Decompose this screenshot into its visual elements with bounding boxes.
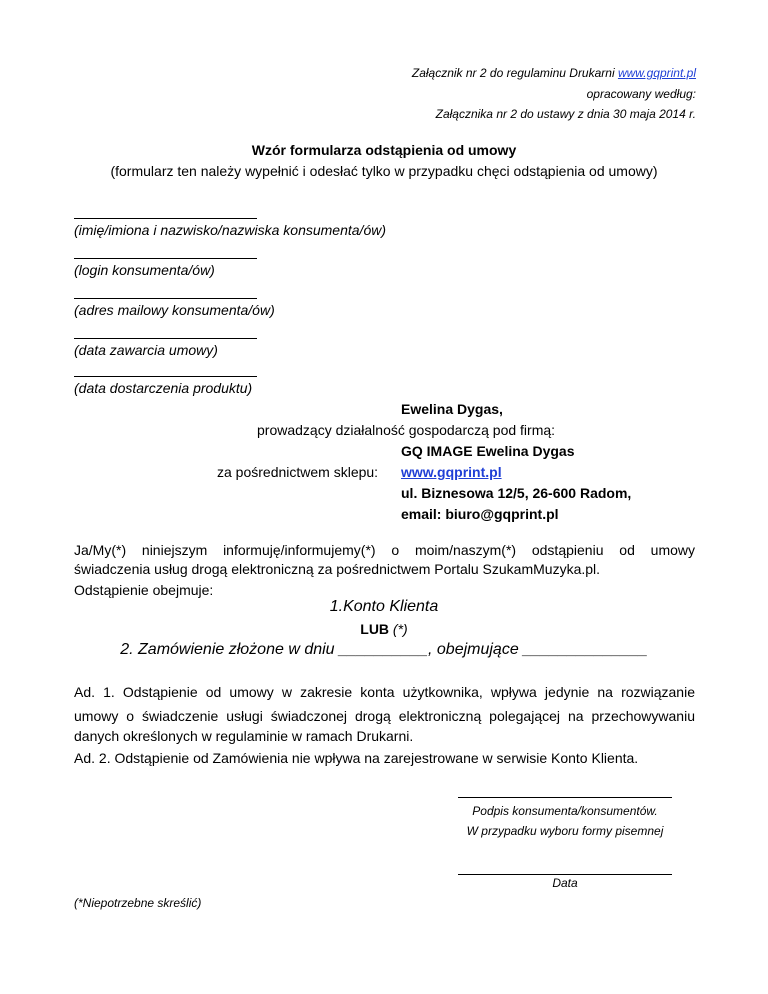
field-label-delivery-date: (data dostarczenia produktu) (74, 380, 253, 396)
option-or (0, 621, 768, 637)
recipient-name: Ewelina Dygas, (401, 401, 503, 417)
note-ad1-line-2: umowy o świadczenie usługi świadczonej drogą elektroniczną polegającej na przechowywaniu (74, 708, 695, 724)
note-ad1-line-1: Ad. 1. Odstąpienie od umowy w zakresie konta użytkownika, wpływa jedynie na rozwiązanie (74, 684, 695, 700)
or-note: (*) (389, 621, 408, 637)
footnote: (*Niepotrzebne skreślić) (74, 896, 202, 910)
field-label-name: (imię/imiona i nazwisko/nazwiska konsumenta/ów) (74, 222, 387, 238)
field-line-login[interactable] (74, 258, 257, 259)
field-label-login: (login konsumenta/ów) (74, 262, 215, 278)
shop-website-link[interactable]: www.gqprint.pl (401, 464, 502, 480)
field-label-contract-date: (data zawarcia umowy) (74, 342, 218, 358)
form-title: Wzór formularza odstąpienia od umowy (251, 142, 517, 158)
signature-line[interactable] (458, 797, 672, 798)
field-line-email[interactable] (74, 298, 257, 299)
field-label-email: (adres mailowy konsumenta/ów) (74, 302, 275, 318)
signature-label: Podpis konsumenta/konsumentów. (472, 804, 658, 818)
declaration-line-3: Odstąpienie obejmuje: (74, 582, 214, 598)
note-ad1-line-3: danych określonych w regulaminie w ramach Drukarni. (74, 728, 414, 744)
declaration-line-2: świadczenia usług drogą elektroniczną za pośrednictwem Portalu SzukamMuzyka.pl. (74, 561, 601, 577)
header-line-1 (412, 66, 696, 80)
header-line-3: Załącznika nr 2 do ustawy z dnia 30 maja 2014 r. (435, 107, 696, 121)
form-subtitle: (formularz ten należy wypełnić i odesłać tylko w przypadku chęci odstąpienia od umowy) (110, 163, 658, 179)
recipient-address: ul. Biznesowa 12/5, 26-600 Radom, (401, 485, 632, 501)
recipient-activity: prowadzący działalność gospodarczą pod firmą: (257, 422, 556, 438)
option-order: 2. Zamówienie złożone w dniu __________, obejmujące ______________ (120, 641, 648, 658)
date-line[interactable] (458, 874, 672, 875)
note-ad2: Ad. 2. Odstąpienie od Zamówienia nie wpływa na zarejestrowane w serwisie Konto Klienta. (74, 750, 639, 766)
signature-note: W przypadku wyboru formy pisemnej (466, 824, 664, 838)
date-label: Data (552, 876, 578, 890)
field-line-contract-date[interactable] (74, 338, 257, 339)
via-shop-label: za pośrednictwem sklepu: (217, 464, 379, 480)
header-text: Załącznik nr 2 do regulaminu Drukarni (411, 66, 618, 80)
or-label: LUB (360, 621, 390, 637)
header-line-2: opracowany według: (586, 87, 696, 101)
header-website-link[interactable]: www.gqprint.pl (617, 66, 696, 80)
option-account: 1.Konto Klienta (329, 598, 439, 615)
declaration-line-1: Ja/My(*) niniejszym informuję/informujemy(*) o moim/naszym(*) odstąpieniu od umowy (74, 542, 695, 558)
recipient-email: email: biuro@gqprint.pl (401, 506, 559, 522)
recipient-company: GQ IMAGE Ewelina Dygas (401, 443, 575, 459)
field-line-delivery-date[interactable] (74, 376, 257, 377)
field-line-name[interactable] (74, 218, 257, 219)
